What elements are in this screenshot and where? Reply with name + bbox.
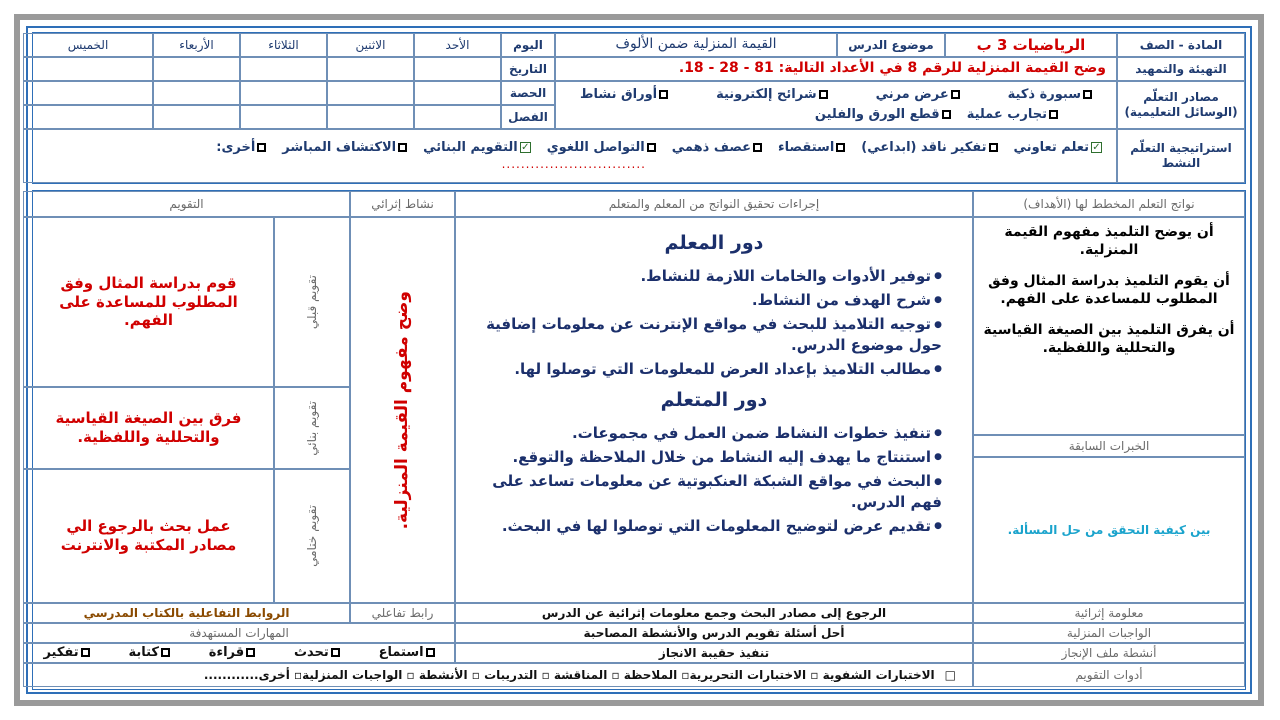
strategy-dots: .............................. [501, 156, 646, 171]
enrichment-header: نشاط إثرائي [350, 191, 455, 217]
date-tuesday[interactable] [240, 57, 327, 81]
outcomes-cell [973, 217, 1245, 435]
assessment-formative-type: تقويم بنائي [274, 387, 350, 469]
outcome-item: أن يوضح التلميذ مفهوم القيمة المنزلية. [1004, 224, 1214, 258]
checkbox-icon[interactable] [753, 143, 762, 152]
list-item: ● توجيه التلاميذ للبحث في مواقع الإنترنت عن معلومات إضافية حول موضوع الدرس. [470, 314, 942, 355]
period-wednesday[interactable] [153, 81, 240, 105]
tools-box-icon[interactable]: □ [944, 667, 956, 682]
period-sunday[interactable] [414, 81, 501, 105]
resource-display[interactable]: عرض مرني [876, 87, 960, 103]
assessment-final-text: عمل بحث بالرجوع الي مصادر المكتبة والانترنت [23, 469, 274, 603]
day-label: اليوم [501, 33, 555, 57]
period-label: الحصة [501, 81, 555, 105]
topic-value: القيمة المنزلية ضمن الألوف [555, 33, 837, 57]
checkbox-icon[interactable] [161, 648, 170, 657]
strategy-other[interactable]: أخرى: [216, 140, 266, 156]
assessment-formative-text: فرق بين الصيغة القياسية والتحللية واللفظية. [23, 387, 274, 469]
skills-options [23, 643, 455, 663]
subject-label: المادة - الصف [1117, 33, 1245, 57]
date-label: التاريخ [501, 57, 555, 81]
checkbox-icon[interactable] [1049, 110, 1058, 119]
resources-label: مصادر التعلّم (الوسائل التعليمية) [1117, 81, 1245, 129]
procedures-header: إجراءات تحقيق النواتج من المعلم والمتعلم [455, 191, 973, 217]
checkbox-icon[interactable] [659, 90, 668, 99]
checkbox-icon[interactable] [331, 648, 340, 657]
day-wednesday: الأربعاء [153, 33, 240, 57]
portfolio-label: أنشطة ملف الإنجاز [973, 643, 1245, 663]
tools-label: أدوات التقويم [973, 663, 1245, 687]
resource-smartboard[interactable]: سبورة ذكية [1008, 87, 1092, 103]
outcomes-header: نواتج التعلم المخطط لها (الأهداف) [973, 191, 1245, 217]
strategy-cooperative[interactable]: ✓تعلم تعاوني [1013, 140, 1101, 156]
list-item: ● تقديم عرض لتوضيح المعلومات التي توصلوا لها في البحث. [470, 516, 942, 536]
day-sunday: الأحد [414, 33, 501, 57]
topic-label: موضوع الدرس [837, 33, 945, 57]
day-monday: الاثنين [327, 33, 414, 57]
date-monday[interactable] [327, 57, 414, 81]
class-tuesday[interactable] [240, 105, 327, 129]
period-tuesday[interactable] [240, 81, 327, 105]
page-frame [14, 14, 1264, 706]
assessment-pre-type: تقويم قبلي [274, 217, 350, 387]
date-thursday[interactable] [23, 57, 153, 81]
resource-slides[interactable]: شرائح إلكترونية [716, 87, 828, 103]
day-thursday: الخميس [23, 33, 153, 57]
period-monday[interactable] [327, 81, 414, 105]
checkbox-icon[interactable] [257, 143, 266, 152]
procedures-cell [455, 217, 973, 603]
list-item: ● تنفيذ خطوات النشاط ضمن العمل في مجموعات. [470, 423, 942, 443]
class-label: الفصل [501, 105, 555, 129]
checkbox-icon[interactable] [1083, 90, 1092, 99]
checkbox-icon[interactable] [836, 143, 845, 152]
interactive-link-value[interactable]: الروابط التفاعلية بالكتاب المدرسي [23, 603, 350, 623]
resource-worksheets[interactable]: أوراق نشاط [580, 87, 668, 103]
checkbox-icon[interactable] [81, 648, 90, 657]
strategy-formative[interactable]: ✓التقويم البنائي [423, 140, 530, 156]
outcome-item: أن يقوم التلميذ بدراسة المثال وفق المطلوب للمساعدة على الفهم. [988, 273, 1230, 307]
checkbox-icon[interactable] [989, 143, 998, 152]
class-sunday[interactable] [414, 105, 501, 129]
interactive-link-label: رابط تفاعلي [350, 603, 455, 623]
assessment-final-type: تقويم ختامي [274, 469, 350, 603]
skill-writing[interactable]: كتابة [128, 645, 170, 661]
tools-value: □ الاختبارات الشفوية ▫ الاختبارات التحريرية▫ الملاحظة ▫ المناقشة ▫ التدريبات ▫ الأنشطة ▫ الواجبات المنزلية▫ أخرى............ [23, 663, 973, 687]
resource-experiments[interactable]: تجارب عملية [967, 107, 1058, 123]
enrich-info-label: معلومة إثرائية [973, 603, 1245, 623]
enrich-info-value: الرجوع إلى مصادر البحث وجمع معلومات إثرائية عن الدرس [455, 603, 973, 623]
portfolio-value: تنفيذ حقيبة الانجاز [455, 643, 973, 663]
teacher-role-title: دور المعلم [664, 232, 764, 254]
period-thursday[interactable] [23, 81, 153, 105]
enrichment-text: وضح مفهوم القيمة المنزلية. [391, 290, 412, 530]
lesson-header-panel [32, 32, 1246, 184]
prior-value: بين كيفية التحقق من حل المسألة. [973, 457, 1245, 603]
outcome-item: أن يفرق التلميذ بين الصيغة القياسية والتحللية واللفظية. [983, 322, 1235, 356]
enrichment-cell [350, 217, 455, 603]
assessment-header: التقويم [23, 191, 350, 217]
resource-paper-foam[interactable]: قطع الورق والفلين [815, 107, 951, 123]
checked-box-icon[interactable]: ✓ [1092, 142, 1101, 154]
plan-border [26, 26, 1252, 694]
strategy-discovery[interactable]: الاكتشاف المباشر [282, 140, 407, 156]
homework-label: الواجبات المنزلية [973, 623, 1245, 643]
checkbox-icon[interactable] [819, 90, 828, 99]
list-item: ● شرح الهدف من النشاط. [470, 290, 942, 310]
skill-thinking[interactable]: تفكير [43, 645, 89, 661]
checkbox-icon[interactable] [426, 648, 435, 657]
day-tuesday: الثلاثاء [240, 33, 327, 57]
class-monday[interactable] [327, 105, 414, 129]
strategy-label: استراتيجية التعلّم النشط [1117, 129, 1245, 183]
student-role-title: دور المتعلم [660, 389, 768, 411]
strategy-options [23, 129, 1117, 183]
homework-value: أحل أسئلة تقويم الدرس والأنشطة المصاحبة [455, 623, 973, 643]
class-thursday[interactable] [23, 105, 153, 129]
class-wednesday[interactable] [153, 105, 240, 129]
list-item: ● البحث في مواقع الشبكة العنكبوتية عن معلومات تساعد على فهم الدرس. [470, 471, 942, 512]
strategy-language[interactable]: التواصل اللغوي [547, 140, 656, 156]
list-item: ● توفير الأدوات والخامات اللازمة للنشاط. [470, 266, 942, 286]
skill-speaking[interactable]: تحدث [294, 645, 340, 661]
skill-reading[interactable]: قراءة [209, 645, 255, 661]
prior-label: الخبرات السابقة [973, 435, 1245, 457]
skill-listening[interactable]: استماع [379, 645, 435, 661]
date-wednesday[interactable] [153, 57, 240, 81]
student-role-list [470, 419, 958, 540]
checkbox-icon[interactable] [951, 90, 960, 99]
warmup-label: التهيئة والتمهيد [1117, 57, 1245, 81]
checked-box-icon[interactable]: ✓ [521, 142, 530, 154]
resources-options [555, 81, 1117, 129]
subject-value: الرياضيات 3 ب [945, 33, 1117, 57]
warmup-value: وضح القيمة المنزلية للرقم 8 في الأعداد التالية: 81 - 28 - 18. [555, 57, 1117, 81]
strategy-brainstorm[interactable]: عصف ذهمي [672, 140, 762, 156]
list-item: ● استنتاج ما يهدف إليه النشاط من خلال الملاحظة والتوقع. [470, 447, 942, 467]
checkbox-icon[interactable] [942, 110, 951, 119]
list-item: ● مطالب التلاميذ بإعداد العرض للمعلومات التي توصلوا لها. [470, 359, 942, 379]
checkbox-icon[interactable] [246, 648, 255, 657]
checkbox-icon[interactable] [647, 143, 656, 152]
lesson-main-panel [32, 190, 1246, 690]
strategy-inquiry[interactable]: استقصاء [778, 140, 845, 156]
date-sunday[interactable] [414, 57, 501, 81]
checkbox-icon[interactable] [398, 143, 407, 152]
assessment-pre-text: قوم بدراسة المثال وفق المطلوب للمساعدة على الفهم. [23, 217, 274, 387]
skills-label: المهارات المستهدفة [23, 623, 455, 643]
teacher-role-list [470, 262, 958, 383]
strategy-critical[interactable]: تفكير ناقد (ابداعي) [861, 140, 997, 156]
